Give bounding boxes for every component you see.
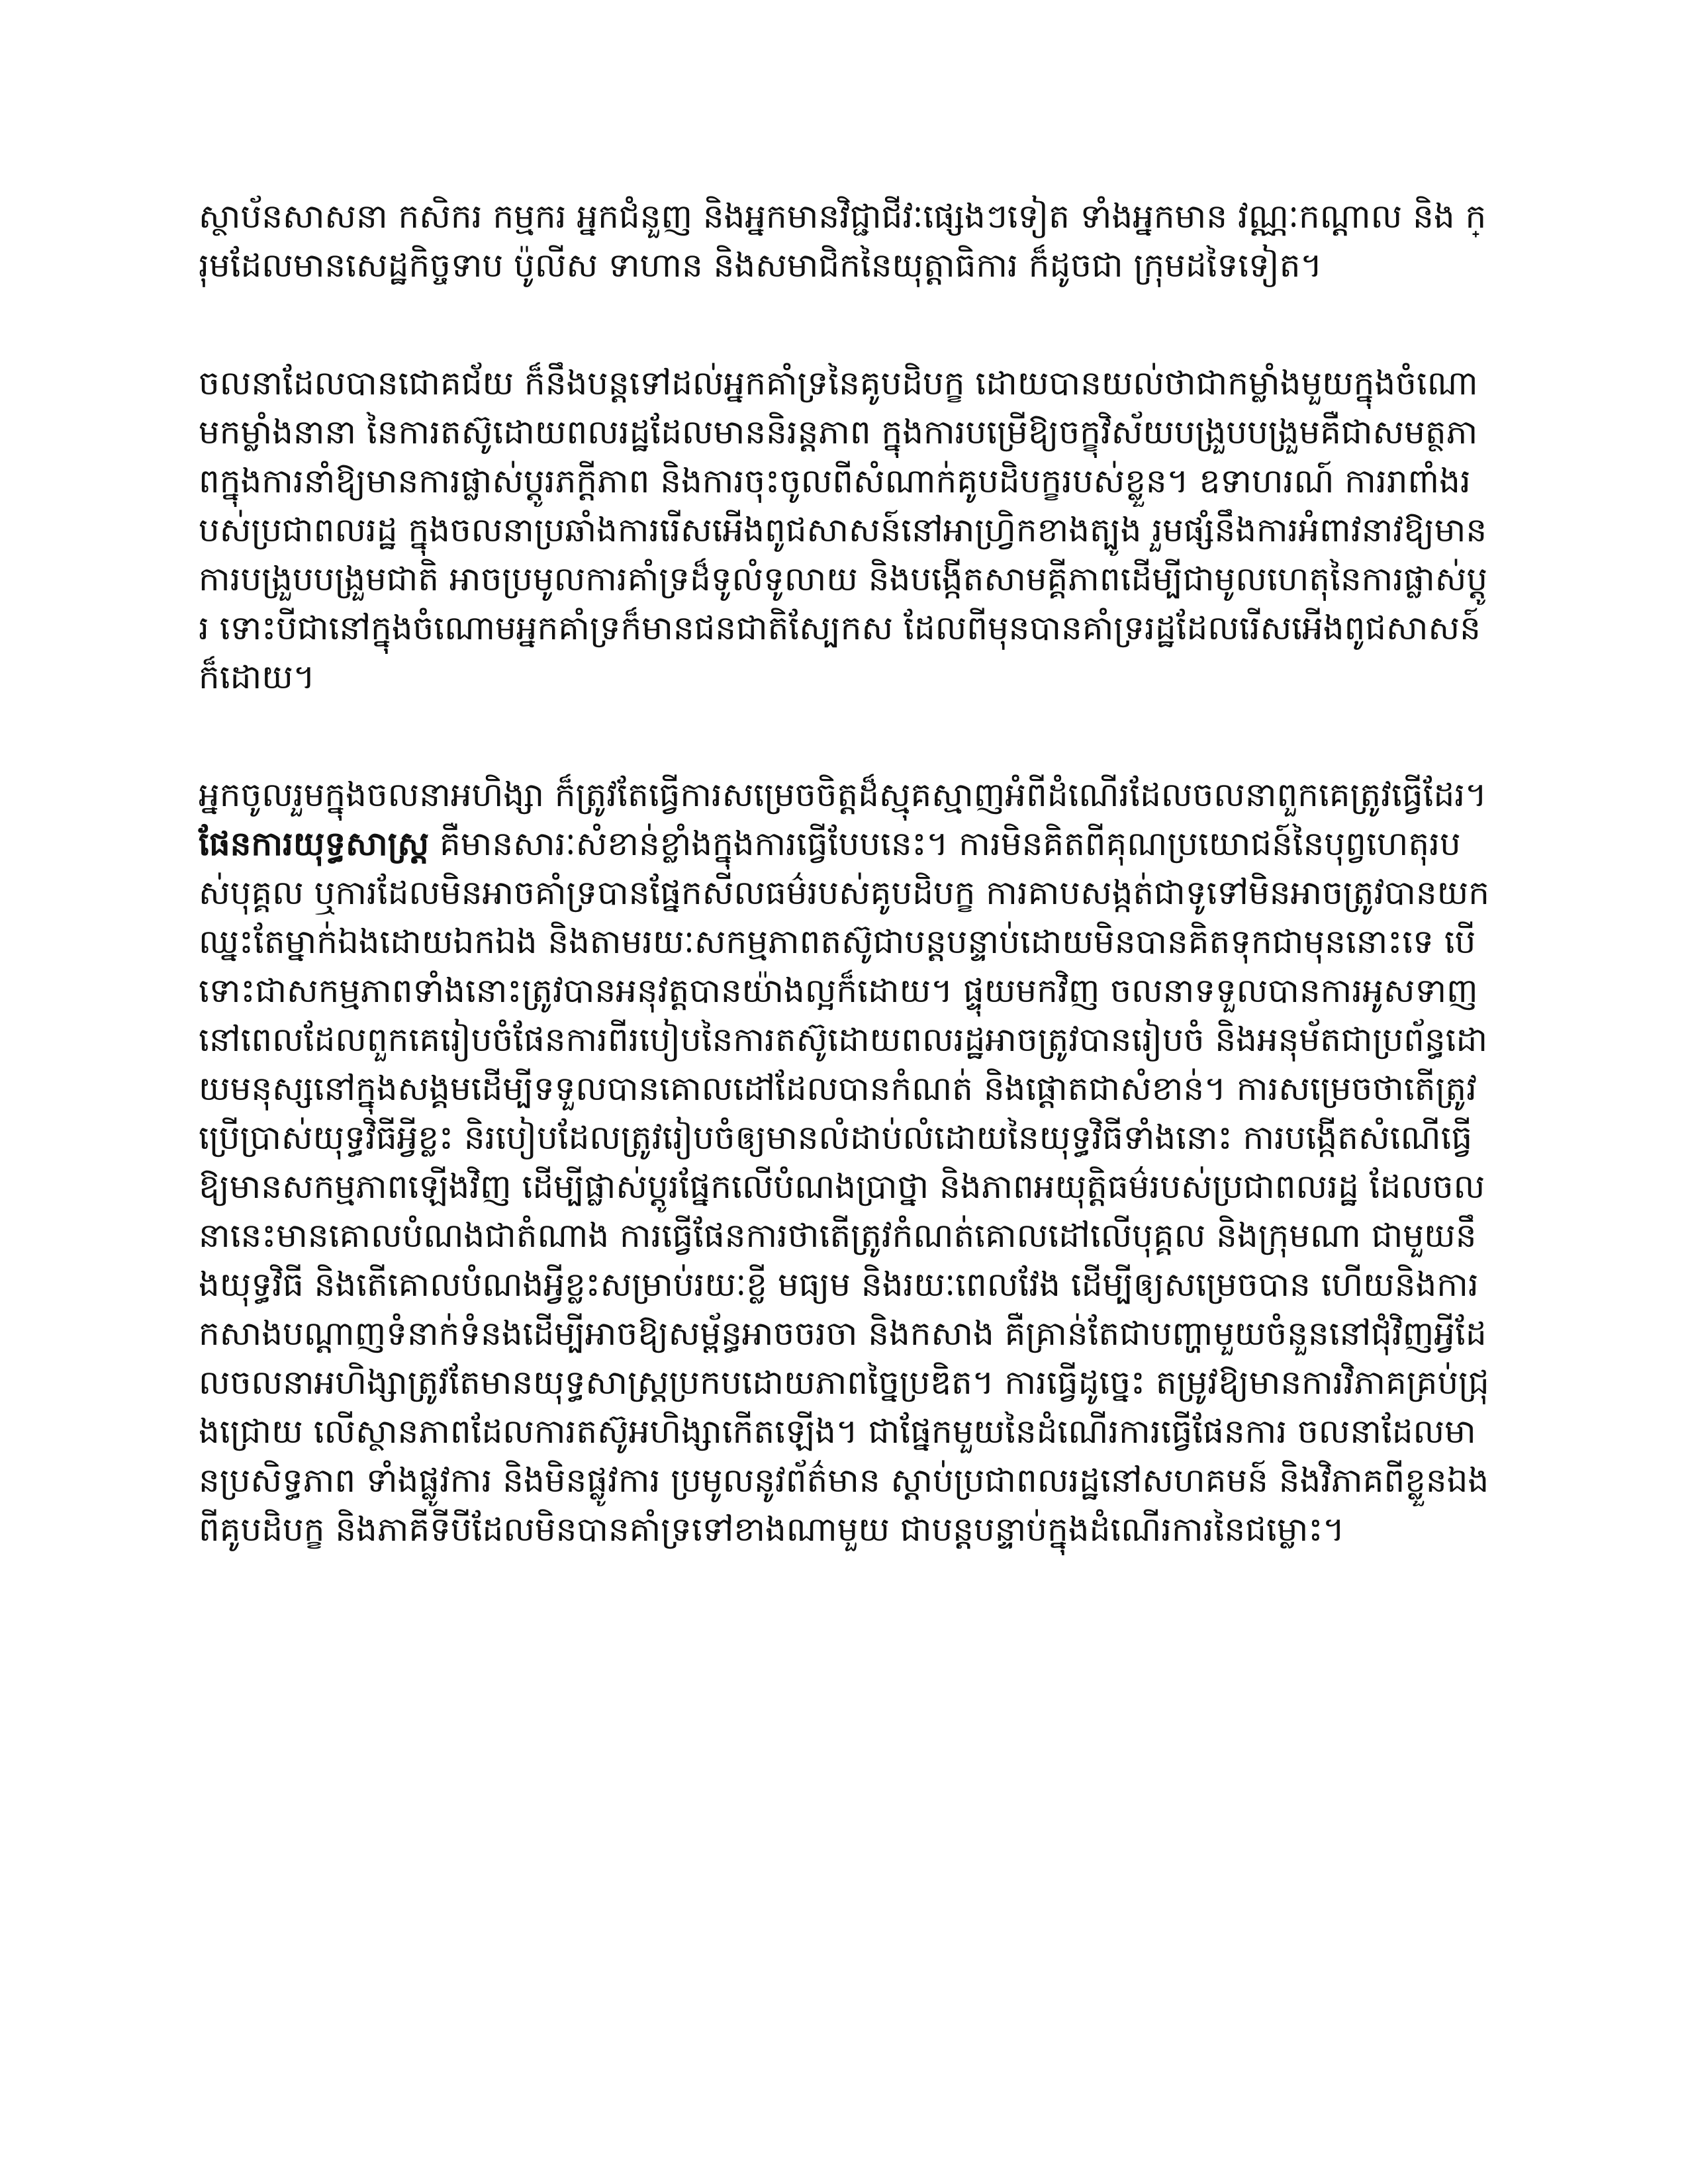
paragraph-3-bold-term: ផែនការយុទ្ធសាស្ត្រ [199, 825, 430, 863]
paragraph-2 [199, 359, 1489, 702]
paragraph-2-text: ចលនាដែលបានជោគជ័យ ក៏នឹងបន្តទៅដល់អ្នកគាំទ្រនៃគូបដិបក្ខ ដោយបានយល់ថាជាកម្លាំងមួយក្នុងចំណោមកម្លាំងនានា នៃការតស៊ូដោយពលរដ្ឋដែលមាននិរន្តភាព ក្នុងការបម្រើឱ្យចក្ខុវិស័យបង្រួបបង្រួមគឺជាសមត្ថភាពក្នុងការនាំឱ្យមានការផ្លាស់ប្ដូរភក្ដីភាព និងការចុះចូលពីសំណាក់គូបដិបក្ខរបស់ខ្លួន។ ឧទាហរណ៍ ការរាពាំងរបស់ប្រជាពលរដ្ឋ ក្នុងចលនាប្រឆាំងការរើសអើងពូជសាសន៍នៅអាហ្វ្រិកខាងត្បូង រួមផ្សំនឹងការអំពាវនាវឱ្យមានការបង្រួបបង្រួមជាតិ អាចប្រមូលការគាំទ្រដ៏ទូលំទូលាយ និងបង្កើតសាមគ្គីភាពដើម្បីជាមូលហេតុនៃការផ្លាស់ប្ដូរ ទោះបីជានៅក្នុងចំណោមអ្នកគាំទ្រក៏មានជនជាតិស្បែកស ដែលពីមុនបានគាំទ្ររដ្ឋដែលរើសអើងពូជសាសន៍ក៏ដោយ។ [199, 364, 1488, 696]
paragraph-3 [199, 770, 1489, 1554]
paragraph-1-text: ស្ថាប័នសាសនា កសិករ កម្មករ អ្នកជំនួញ និងអ្នកមានវិជ្ជាជីវៈផ្សេងៗទៀត ទាំងអ្នកមាន វណ្ណៈកណ្ដាល និង ក្រុមដែលមានសេដ្ឋកិច្ចទាប ប៉ូលីស ទាហាន និងសមាជិកនៃយុត្តាធិការ ក៏ដូចជា ក្រុមដទៃទៀត។ [199, 197, 1487, 285]
paragraph-1 [199, 192, 1489, 290]
paragraph-3-text-end: គឺមានសារៈសំខាន់ខ្លាំងក្នុងការធ្វើបែបនេះ។ ការមិនគិតពីគុណប្រយោជន៍នៃបុព្វហេតុរបស់បុគ្គល ឬការដែលមិនអាចគាំទ្របានផ្នែកសីលធម៌របស់គូបដិបក្ខ ការគាបសង្កត់ជាទូទៅមិនអាចត្រូវបានយកឈ្នះតែម្នាក់ឯងដោយឯកឯង និងតាមរយៈសកម្មភាពតស៊ូជាបន្តបន្ទាប់ដោយមិនបានគិតទុកជាមុននោះទេ បើទោះជាសកម្មភាពទាំងនោះត្រូវបានអនុវត្តបានយ៉ាងល្អក៏ដោយ។ ផ្ទុយមកវិញ ចលនាទទួលបានការអូសទាញ នៅពេលដែលពួកគេរៀបចំផែនការពីរបៀបនៃការតស៊ូដោយពលរដ្ឋអាចត្រូវបានរៀបចំ និងអនុម័តជាប្រព័ន្ធដោយមនុស្សនៅក្នុងសង្គមដើម្បីទទួលបានគោលដៅដែលបានកំណត់ និងផ្ដោតជាសំខាន់។ ការសម្រេចថាតើត្រូវប្រើប្រាស់យុទ្ធវិធីអ្វីខ្លះ និរបៀបដែលត្រូវរៀបចំឲ្យមានលំដាប់លំដោយនៃយុទ្ធវិធីទាំងនោះ ការបង្កើតសំណើធ្វើឱ្យមានសកម្មភាពឡើងវិញ ដើម្បីផ្លាស់ប្ដូរផ្នែកលើបំណងប្រាថ្នា និងភាពអយុត្តិធម៌របស់ប្រជាពលរដ្ឋ ដែលចលនានេះមានគោលបំណងជាតំណាង ការធ្វើផែនការថាតើត្រូវកំណត់គោលដៅលើបុគ្គល និងក្រុមណា ជាមួយនឹងយុទ្ធវិធី និងតើគោលបំណងអ្វីខ្លះសម្រាប់រយៈខ្លី មធ្យម និងរយៈពេលវែង ដើម្បីឲ្យសម្រេចបាន ហើយនិងការកសាងបណ្ដាញទំនាក់ទំនងដើម្បីអាចឱ្យសម្ព័ន្ធអាចចរចា និងកសាង គឺគ្រាន់តែជាបញ្ហាមួយចំនួននៅជុំវិញអ្វីដែលចលនាអហិង្សាត្រូវតែមានយុទ្ធសាស្ត្រប្រកបដោយភាពច្នៃប្រឌិត។ ការធ្វើដូច្នេះ តម្រូវឱ្យមានការវិភាគគ្រប់ជ្រុងជ្រោយ លើស្ថានភាពដែលការតស៊ូអហិង្សាកើតឡើង។ ជាផ្នែកមួយនៃដំណើរការធ្វើផែនការ ចលនាដែលមានប្រសិទ្ធភាព ទាំងផ្លូវការ និងមិនផ្លូវការ ប្រមូលនូវព័ត៌មាន ស្ដាប់ប្រជាពលរដ្ឋនៅសហគមន៍ និងវិភាគពីខ្លួនឯង ពីគូបដិបក្ខ និងភាគីទីបីដែលមិនបានគាំទ្រទៅខាងណាមួយ ជាបន្តបន្ទាប់ក្នុងដំណើរការនៃជម្លោះ។ [199, 825, 1489, 1549]
document-page [199, 192, 1489, 1554]
paragraph-3-text-start: អ្នកចូលរួមក្នុងចលនាអហិង្សា ក៏ត្រូវតែធ្វើការសម្រេចចិត្តដ៏ស្មុគស្មាញអំពីដំណើរដែលចលនាពួកគេត្រូវធ្វើដែរ។ [199, 776, 1487, 814]
